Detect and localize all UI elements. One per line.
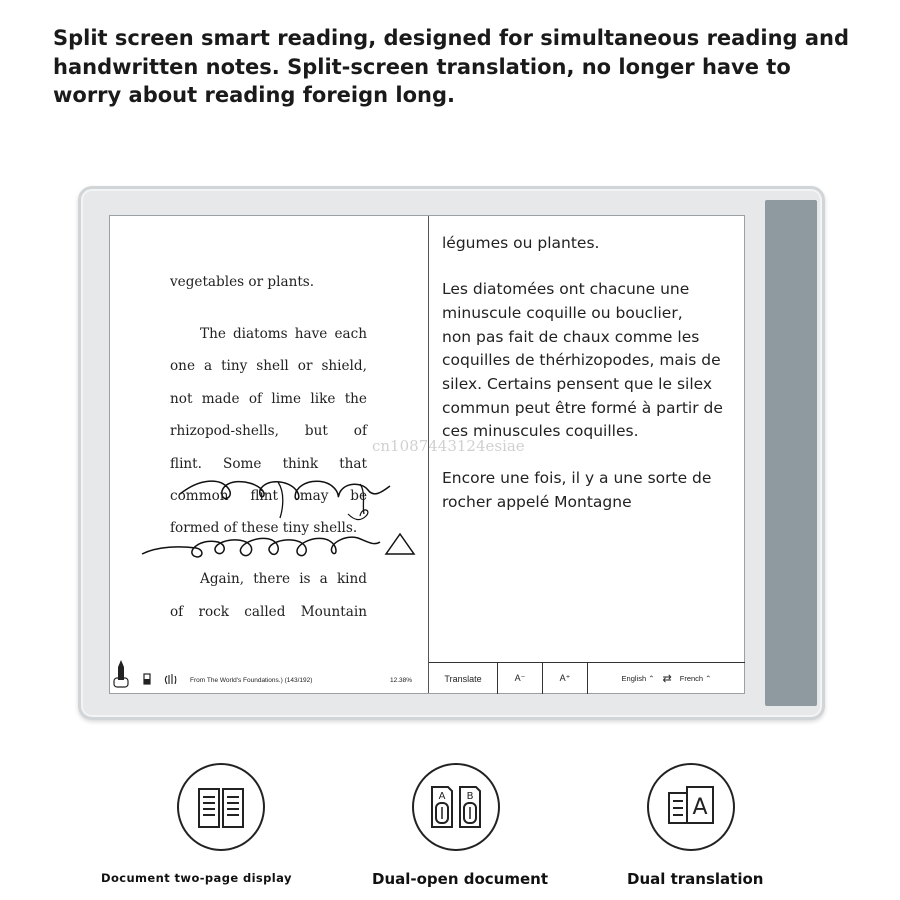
language-selector [588,663,745,694]
translation-icon [649,765,733,849]
word: think [282,456,319,472]
chevron-up-icon: ⌃ [648,674,655,683]
left-line [170,423,367,439]
word: flint. [170,456,202,472]
word: called [244,604,286,620]
word: shell [256,358,289,374]
word: kind [336,571,367,587]
word: shield, [321,358,367,374]
word: tiny [221,358,248,374]
word: rhizopod-shells, [170,423,279,439]
word: of [248,391,263,407]
eraser-icon[interactable] [143,673,151,685]
word: a [203,358,213,374]
word: Mountain [300,604,367,620]
right-line: rocher appelé Montagne [442,493,632,511]
translate-button[interactable]: Translate [429,663,498,694]
right-line: minuscule coquille ou bouclier, [442,304,683,322]
right-line: Encore une fois, il y a une sorte de [442,469,712,487]
headline-line-1: Split screen smart reading, designed for simultaneous reading and [53,26,850,50]
watermark: cn1087443124esiae [372,437,525,455]
word: there [253,571,291,587]
right-page-translation-text[interactable] [442,216,742,656]
feature-label: Dual-open document [372,870,549,888]
word: like [310,391,336,407]
feature-icon-circle [177,763,265,851]
right-line: Les diatomées ont chacune une [442,280,690,298]
hand-gesture-icon[interactable] [164,672,178,686]
right-line: commun peut être formé à partir de [442,399,723,417]
chevron-up-icon: ⌃ [705,674,712,683]
word: of [170,604,184,620]
word: not [170,391,193,407]
word: Some [223,456,262,472]
word: a [319,571,328,587]
svg-text:A: A [692,795,708,820]
word: be [350,488,367,504]
reading-progress: 12.38% [390,677,413,684]
word: each [334,326,367,342]
right-line: coquilles de thérhizopodes, mais de [442,351,721,369]
left-line [170,358,367,374]
word: may [299,488,329,504]
word: is [299,571,311,587]
word: diatoms [232,326,288,342]
target-language-label: French [679,674,704,683]
two-page-document-icon [179,765,263,849]
word: that [339,456,367,472]
svg-text:B: B [466,791,474,802]
right-line: légumes ou plantes. [442,234,600,252]
word: or [297,358,313,374]
left-page-original-text[interactable] [110,216,428,656]
feature-label: Document two-page display [101,871,292,885]
left-line [170,488,367,504]
left-line [170,456,367,472]
word: flint [250,488,278,504]
headline [53,24,853,110]
book-source-info: From The World's Foundations.) (143/192) [190,677,313,684]
translation-toolbar [429,662,745,694]
headline-line-3: worry about reading foreign long. [53,83,456,107]
feature-icon-circle [647,763,735,851]
pen-tool-icon[interactable] [112,658,130,688]
right-line: silex. Certains pensent que le silex [442,375,713,393]
word: have [294,326,328,342]
word: the [344,391,367,407]
font-larger-button[interactable]: A⁺ [543,663,588,694]
left-line [170,326,367,342]
device-grip-strip [765,200,817,706]
right-line: ces minuscules coquilles. [442,422,639,440]
feature-icon-circle [412,763,500,851]
dual-open-document-icon [414,765,498,849]
left-line [170,604,367,620]
left-line: vegetables or plants. [170,274,315,290]
right-line: non pas fait de chaux comme les [442,328,700,346]
target-language-dropdown[interactable] [680,674,712,683]
word: lime [271,391,302,407]
source-language-dropdown[interactable] [622,674,655,683]
feature-label: Dual translation [627,870,764,888]
word: The [200,326,226,342]
word: of [353,423,367,439]
headline-line-2: handwritten notes. Split-screen translation, no longer have to [53,54,791,79]
source-language-label: English [621,674,647,683]
word: made [201,391,240,407]
left-line [170,391,367,407]
reader-status-bar [110,656,428,694]
swap-languages-icon[interactable]: ⇄ [662,673,672,685]
svg-text:A: A [438,791,446,802]
word: one [170,358,195,374]
word: common [170,488,229,504]
word: Again, [200,571,245,587]
word: rock [198,604,230,620]
font-smaller-button[interactable]: A⁻ [498,663,543,694]
word: but [304,423,328,439]
left-line: formed of these tiny shells. [170,520,358,536]
left-line [170,571,367,587]
